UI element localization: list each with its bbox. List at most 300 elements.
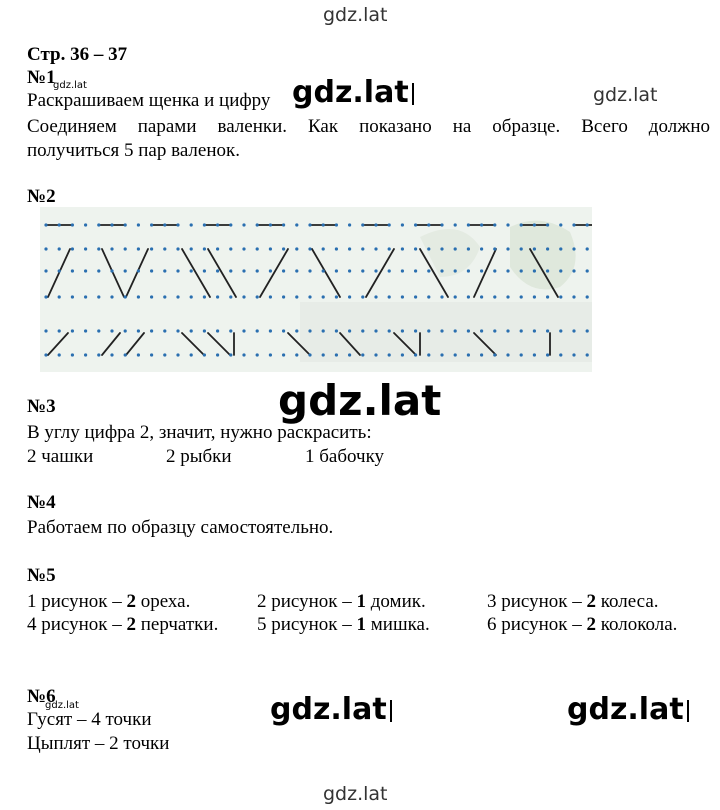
grid-dot — [163, 269, 166, 272]
grid-dot — [203, 295, 206, 298]
grid-dot — [533, 247, 536, 250]
grid-dot — [361, 223, 364, 226]
grid-dot — [559, 329, 562, 332]
pattern-stroke — [208, 333, 230, 355]
grid-dot — [586, 223, 589, 226]
grid-dot — [229, 223, 232, 226]
task3-number: №3 — [27, 396, 56, 417]
task1-line-2: Соединяем парами валенки. Как показано на образце. Всего должно — [27, 116, 710, 137]
grid-dot — [295, 223, 298, 226]
grid-dot — [427, 269, 430, 272]
grid-dot — [163, 247, 166, 250]
grid-dot — [282, 329, 285, 332]
grid-dot — [335, 247, 338, 250]
grid-dot — [348, 295, 351, 298]
pattern-diagonal — [474, 249, 496, 297]
grid-dot — [58, 353, 61, 356]
grid-dot — [71, 269, 74, 272]
grid-dot — [322, 353, 325, 356]
grid-dot — [242, 269, 245, 272]
grid-dot — [216, 295, 219, 298]
grid-dot — [493, 353, 496, 356]
grid-dot — [71, 295, 74, 298]
grid-dot — [427, 295, 430, 298]
grid-dot — [150, 329, 153, 332]
grid-dot — [44, 269, 47, 272]
grid-dot — [308, 223, 311, 226]
grid-dot — [97, 329, 100, 332]
task5-number: №5 — [27, 565, 56, 586]
pattern-diagonal — [312, 249, 340, 297]
grid-dot — [414, 329, 417, 332]
pattern-diagonal — [126, 249, 148, 297]
grid-dot — [282, 247, 285, 250]
task4-line-1: Работаем по образцу самостоятельно. — [27, 517, 334, 538]
grid-dot — [586, 295, 589, 298]
grid-dot — [388, 329, 391, 332]
pattern-diagonal — [182, 249, 210, 297]
grid-dot — [322, 329, 325, 332]
grid-dot — [533, 329, 536, 332]
grid-dot — [401, 269, 404, 272]
grid-dot — [533, 269, 536, 272]
grid-dot — [44, 329, 47, 332]
grid-dot — [572, 269, 575, 272]
grid-dot — [467, 223, 470, 226]
grid-dot — [559, 223, 562, 226]
grid-dot — [572, 353, 575, 356]
grid-dot — [586, 269, 589, 272]
grid-dot — [493, 247, 496, 250]
grid-dot — [467, 295, 470, 298]
grid-dot — [137, 247, 140, 250]
grid-dot — [242, 295, 245, 298]
grid-dot — [335, 329, 338, 332]
grid-dot — [58, 295, 61, 298]
task6-number: №6 — [27, 686, 56, 707]
grid-dot — [242, 247, 245, 250]
pattern-diagonal — [366, 249, 394, 297]
grid-dot — [586, 353, 589, 356]
grid-dot — [216, 353, 219, 356]
grid-dot — [150, 353, 153, 356]
grid-dot — [493, 329, 496, 332]
watermark-tiny-2: gdz.lat — [45, 700, 79, 711]
grid-dot — [348, 247, 351, 250]
grid-dot — [58, 329, 61, 332]
grid-dot — [506, 223, 509, 226]
grid-dot — [190, 329, 193, 332]
pattern-stroke — [48, 333, 68, 355]
grid-dot — [322, 223, 325, 226]
grid-dot — [414, 295, 417, 298]
grid-dot — [467, 329, 470, 332]
pattern-diagonal — [102, 249, 124, 297]
grid-dot — [506, 329, 509, 332]
task2-number: №2 — [27, 186, 56, 207]
grid-dot — [269, 269, 272, 272]
grid-dot — [467, 269, 470, 272]
grid-dot — [176, 353, 179, 356]
grid-dot — [440, 269, 443, 272]
grid-dot — [110, 247, 113, 250]
grid-dot — [388, 223, 391, 226]
grid-dot — [203, 247, 206, 250]
grid-dot — [308, 247, 311, 250]
grid-dot — [256, 295, 259, 298]
task5-item-1: 1 рисунок – 2 ореха. — [27, 591, 191, 612]
grid-dot — [361, 247, 364, 250]
grid-dot — [58, 269, 61, 272]
grid-dot — [97, 223, 100, 226]
grid-dot — [559, 247, 562, 250]
grid-dot — [374, 223, 377, 226]
grid-dot — [480, 329, 483, 332]
grid-dot — [520, 295, 523, 298]
watermark-big-1: gdz.lat — [292, 75, 414, 110]
dot-pattern-drawing — [40, 207, 592, 372]
grid-dot — [110, 269, 113, 272]
grid-dot — [282, 269, 285, 272]
grid-dot — [229, 247, 232, 250]
grid-dot — [374, 353, 377, 356]
grid-dot — [414, 247, 417, 250]
grid-dot — [84, 329, 87, 332]
grid-dot — [84, 353, 87, 356]
pattern-diagonal — [260, 249, 288, 297]
grid-dot — [44, 353, 47, 356]
grid-dot — [124, 223, 127, 226]
grid-dot — [520, 223, 523, 226]
watermark-small-right: gdz.lat — [593, 84, 658, 106]
grid-dot — [546, 295, 549, 298]
grid-dot — [374, 269, 377, 272]
grid-dot — [110, 329, 113, 332]
grid-dot — [190, 353, 193, 356]
grid-dot — [229, 329, 232, 332]
grid-dot — [176, 269, 179, 272]
pattern-stroke — [126, 333, 144, 355]
grid-dot — [427, 329, 430, 332]
grid-dot — [176, 329, 179, 332]
grid-dot — [480, 247, 483, 250]
grid-dot — [256, 353, 259, 356]
grid-dot — [176, 247, 179, 250]
task3-item-2: 2 рыбки — [166, 446, 232, 467]
grid-dot — [137, 223, 140, 226]
grid-dot — [559, 269, 562, 272]
grid-dot — [163, 295, 166, 298]
grid-dot — [506, 295, 509, 298]
pattern-diagonal — [208, 249, 236, 297]
grid-dot — [440, 223, 443, 226]
grid-dot — [454, 329, 457, 332]
grid-dot — [546, 329, 549, 332]
grid-dot — [71, 223, 74, 226]
grid-dot — [44, 295, 47, 298]
grid-dot — [506, 353, 509, 356]
grid-dot — [190, 247, 193, 250]
grid-dot — [256, 269, 259, 272]
grid-dot — [454, 223, 457, 226]
dot-pattern-image — [40, 207, 592, 372]
grid-dot — [388, 295, 391, 298]
grid-dot — [506, 269, 509, 272]
grid-dot — [559, 295, 562, 298]
grid-dot — [546, 247, 549, 250]
grid-dot — [414, 353, 417, 356]
grid-dot — [84, 269, 87, 272]
grid-dot — [388, 353, 391, 356]
grid-dot — [242, 223, 245, 226]
grid-dot — [361, 329, 364, 332]
grid-dot — [467, 353, 470, 356]
grid-dot — [454, 353, 457, 356]
grid-dot — [282, 295, 285, 298]
task3-item-3: 1 бабочку — [305, 446, 385, 467]
task1-line-1: Раскрашиваем щенка и цифру — [27, 90, 271, 111]
grid-dot — [190, 295, 193, 298]
grid-dot — [401, 247, 404, 250]
grid-dot — [401, 223, 404, 226]
grid-dot — [58, 223, 61, 226]
grid-dot — [124, 353, 127, 356]
grid-dot — [308, 295, 311, 298]
grid-dot — [242, 353, 245, 356]
grid-dot — [295, 247, 298, 250]
grid-dot — [572, 329, 575, 332]
grid-dot — [216, 247, 219, 250]
grid-dot — [84, 223, 87, 226]
grid-dot — [440, 295, 443, 298]
grid-dot — [440, 329, 443, 332]
grid-dot — [282, 223, 285, 226]
grid-dot — [546, 223, 549, 226]
watermark-bottom: gdz.lat — [323, 783, 388, 805]
grid-dot — [203, 329, 206, 332]
grid-dot — [480, 295, 483, 298]
grid-dot — [480, 223, 483, 226]
grid-dot — [295, 353, 298, 356]
watermark-big-2: gdz.lat — [270, 692, 392, 727]
task6-line-1: Гусят – 4 точки — [27, 709, 152, 730]
grid-dot — [137, 329, 140, 332]
grid-dot — [84, 295, 87, 298]
grid-dot — [124, 329, 127, 332]
grid-dot — [427, 247, 430, 250]
grid-dot — [546, 353, 549, 356]
grid-dot — [203, 353, 206, 356]
grid-dot — [256, 223, 259, 226]
grid-dot — [124, 295, 127, 298]
grid-dot — [414, 269, 417, 272]
grid-dot — [308, 329, 311, 332]
grid-dot — [520, 329, 523, 332]
grid-dot — [71, 329, 74, 332]
grid-dot — [216, 269, 219, 272]
grid-dot — [533, 353, 536, 356]
grid-dot — [348, 223, 351, 226]
grid-dot — [176, 295, 179, 298]
grid-dot — [295, 329, 298, 332]
grid-dot — [216, 223, 219, 226]
task5-item-6: 6 рисунок – 2 колокола. — [487, 614, 678, 635]
grid-dot — [269, 247, 272, 250]
task5-item-5: 5 рисунок – 1 мишка. — [257, 614, 430, 635]
grid-dot — [190, 269, 193, 272]
grid-dot — [163, 329, 166, 332]
pattern-stroke — [182, 333, 204, 355]
grid-dot — [97, 247, 100, 250]
grid-dot — [150, 295, 153, 298]
grid-dot — [84, 247, 87, 250]
grid-dot — [150, 223, 153, 226]
grid-dot — [176, 223, 179, 226]
grid-dot — [308, 269, 311, 272]
grid-dot — [150, 247, 153, 250]
grid-dot — [58, 247, 61, 250]
grid-dot — [229, 353, 232, 356]
grid-dot — [308, 353, 311, 356]
grid-dot — [348, 329, 351, 332]
grid-dot — [533, 295, 536, 298]
grid-dot — [322, 269, 325, 272]
grid-dot — [137, 269, 140, 272]
task6-line-2: Цыплят – 2 точки — [27, 733, 170, 754]
grid-dot — [44, 247, 47, 250]
grid-dot — [190, 223, 193, 226]
grid-dot — [520, 353, 523, 356]
grid-dot — [71, 353, 74, 356]
grid-dot — [361, 269, 364, 272]
grid-dot — [203, 223, 206, 226]
grid-dot — [559, 353, 562, 356]
grid-dot — [110, 223, 113, 226]
grid-dot — [572, 247, 575, 250]
grid-dot — [533, 223, 536, 226]
grid-dot — [480, 269, 483, 272]
grid-dot — [269, 353, 272, 356]
grid-dot — [440, 353, 443, 356]
grid-dot — [374, 329, 377, 332]
grid-dot — [493, 223, 496, 226]
grid-dot — [493, 295, 496, 298]
task3-item-1: 2 чашки — [27, 446, 94, 467]
grid-dot — [480, 353, 483, 356]
grid-dot — [348, 269, 351, 272]
grid-dot — [348, 353, 351, 356]
grid-dot — [374, 247, 377, 250]
grid-dot — [586, 247, 589, 250]
grid-dot — [124, 269, 127, 272]
grid-dot — [163, 223, 166, 226]
grid-dot — [163, 353, 166, 356]
grid-dot — [322, 247, 325, 250]
grid-dot — [401, 295, 404, 298]
grid-dot — [322, 295, 325, 298]
grid-dot — [295, 269, 298, 272]
grid-dot — [454, 269, 457, 272]
grid-dot — [97, 353, 100, 356]
grid-dot — [269, 295, 272, 298]
grid-dot — [572, 223, 575, 226]
task5-item-4: 4 рисунок – 2 перчатки. — [27, 614, 219, 635]
grid-dot — [414, 223, 417, 226]
task1-number: №1 — [27, 67, 56, 88]
watermark-big-3: gdz.lat — [567, 692, 689, 727]
grid-dot — [440, 247, 443, 250]
grid-dot — [256, 329, 259, 332]
background-leaf — [510, 221, 576, 290]
grid-dot — [586, 329, 589, 332]
grid-dot — [295, 295, 298, 298]
grid-dot — [44, 223, 47, 226]
grid-dot — [388, 269, 391, 272]
grid-dot — [388, 247, 391, 250]
pattern-diagonal — [48, 249, 70, 297]
grid-dot — [467, 247, 470, 250]
grid-dot — [401, 329, 404, 332]
grid-dot — [520, 269, 523, 272]
grid-dot — [454, 295, 457, 298]
grid-dot — [110, 295, 113, 298]
task5-item-3: 3 рисунок – 2 колеса. — [487, 591, 659, 612]
grid-dot — [374, 295, 377, 298]
page-header: Стр. 36 – 37 — [27, 44, 128, 65]
grid-dot — [335, 295, 338, 298]
grid-dot — [506, 247, 509, 250]
grid-dot — [229, 269, 232, 272]
grid-dot — [335, 269, 338, 272]
grid-dot — [572, 295, 575, 298]
grid-dot — [137, 295, 140, 298]
grid-dot — [427, 353, 430, 356]
grid-dot — [493, 269, 496, 272]
watermark-tiny-1: gdz.lat — [53, 80, 87, 91]
task1-line-3: получиться 5 пар валенок. — [27, 140, 240, 161]
task3-line-1: В углу цифра 2, значит, нужно раскрасить: — [27, 422, 372, 443]
grid-dot — [71, 247, 74, 250]
grid-dot — [97, 295, 100, 298]
watermark-top: gdz.lat — [323, 4, 388, 26]
grid-dot — [361, 295, 364, 298]
grid-dot — [203, 269, 206, 272]
grid-dot — [137, 353, 140, 356]
grid-dot — [361, 353, 364, 356]
grid-dot — [97, 269, 100, 272]
grid-dot — [150, 269, 153, 272]
grid-dot — [546, 269, 549, 272]
grid-dot — [269, 329, 272, 332]
task4-number: №4 — [27, 492, 56, 513]
grid-dot — [110, 353, 113, 356]
grid-dot — [124, 247, 127, 250]
grid-dot — [256, 247, 259, 250]
grid-dot — [454, 247, 457, 250]
grid-dot — [401, 353, 404, 356]
grid-dot — [216, 329, 219, 332]
pattern-stroke — [102, 333, 120, 355]
grid-dot — [242, 329, 245, 332]
grid-dot — [282, 353, 285, 356]
watermark-big-center: gdz.lat — [278, 376, 442, 425]
grid-dot — [229, 295, 232, 298]
grid-dot — [520, 247, 523, 250]
grid-dot — [427, 223, 430, 226]
grid-dot — [335, 223, 338, 226]
grid-dot — [335, 353, 338, 356]
task5-item-2: 2 рисунок – 1 домик. — [257, 591, 426, 612]
